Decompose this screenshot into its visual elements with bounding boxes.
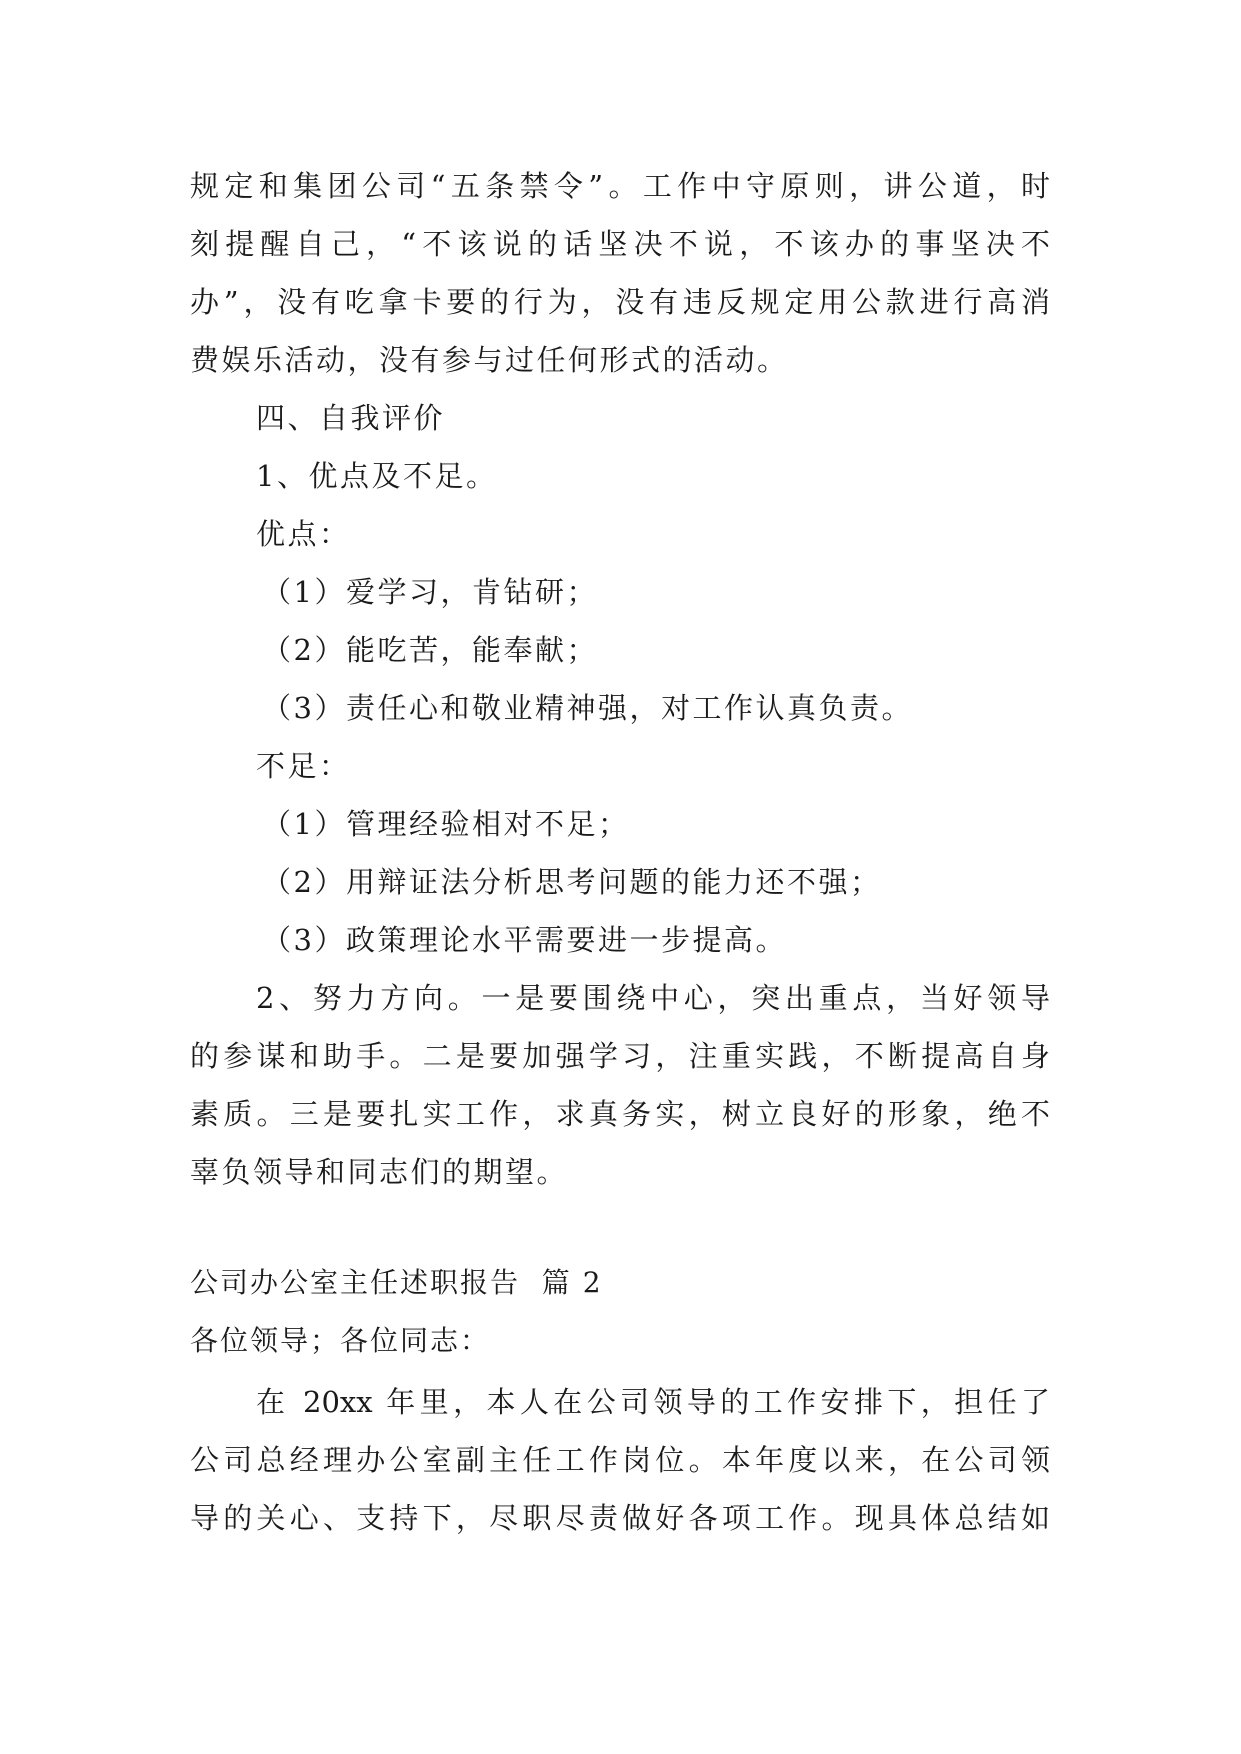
list-item: （2）能吃苦，能奉献； <box>262 633 598 667</box>
paragraph-line: 费娱乐活动，没有参与过任何形式的活动。 <box>190 343 789 377</box>
paragraph-line: 刻提醒自己，“不该说的话坚决不说，不该办的事坚决不 <box>190 227 1050 261</box>
paragraph-line: 在 20xx 年里，本人在公司领导的工作安排下，担任了 <box>256 1385 1050 1419</box>
paragraph-line: 规定和集团公司“五条禁令”。工作中守原则，讲公道，时 <box>190 169 1050 203</box>
paragraph-line: 的参谋和助手。二是要加强学习，注重实践，不断提高自身 <box>190 1039 1050 1073</box>
list-item: （1）管理经验相对不足； <box>262 807 630 841</box>
paragraph-line: 辜负领导和同志们的期望。 <box>190 1155 569 1189</box>
sub-heading: 1、优点及不足。 <box>256 459 498 493</box>
salutation: 各位领导；各位同志： <box>190 1324 491 1357</box>
list-item: （2）用辩证法分析思考问题的能力还不强； <box>262 865 882 899</box>
paragraph-line: 2、努力方向。一是要围绕中心，突出重点，当好领导 <box>256 981 1050 1015</box>
list-item: （1）爱学习，肯钻研； <box>262 575 598 609</box>
paragraph-line: 办”，没有吃拿卡要的行为，没有违反规定用公款进行高消 <box>190 285 1050 319</box>
section-heading: 四、自我评价 <box>256 401 446 435</box>
paragraph-line: 导的关心、支持下，尽职尽责做好各项工作。现具体总结如 <box>190 1501 1050 1535</box>
list-item: （3）政策理论水平需要进一步提高。 <box>262 923 787 957</box>
section-title: 公司办公室主任述职报告 篇 2 <box>190 1266 603 1299</box>
paragraph-line: 素质。三是要扎实工作，求真务实，树立良好的形象，绝不 <box>190 1097 1050 1131</box>
paragraph-line: 公司总经理办公室副主任工作岗位。本年度以来，在公司领 <box>190 1443 1050 1477</box>
list-item: （3）责任心和敬业精神强，对工作认真负责。 <box>262 691 913 725</box>
weaknesses-label: 不足： <box>256 749 351 783</box>
strengths-label: 优点： <box>256 517 351 551</box>
